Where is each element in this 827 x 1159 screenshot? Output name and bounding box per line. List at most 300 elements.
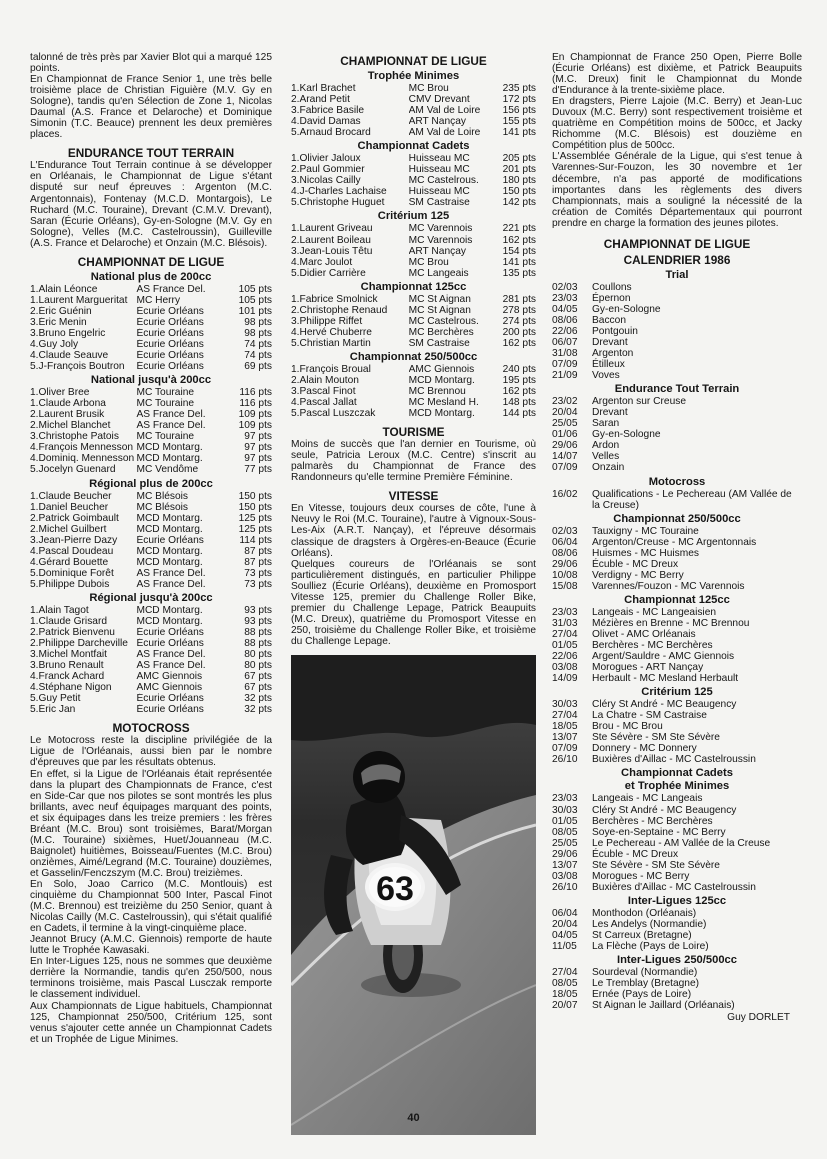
calendar-row <box>552 919 802 930</box>
club-name: AS France Del. <box>136 283 206 295</box>
event-venue: Gy-en-Sologne <box>592 303 661 315</box>
column-right <box>552 52 802 1023</box>
race-number-text: 63 <box>376 869 414 908</box>
event-date: 23/03 <box>552 606 578 618</box>
calendar-row <box>552 754 802 765</box>
club-name: MC Brou <box>408 256 449 268</box>
table-row <box>30 284 272 295</box>
club-name: AS France Del. <box>136 567 206 579</box>
event-date: 07/09 <box>552 359 578 371</box>
calendar-row <box>552 827 802 838</box>
event-venue: Langeais - MC Langeaisien <box>592 606 717 618</box>
table-row <box>291 397 536 408</box>
event-venue: Étilleux <box>592 359 625 371</box>
club-name: MC Touraine <box>136 387 195 399</box>
table-row <box>30 420 272 431</box>
points: 162 pts <box>502 337 536 349</box>
rider-name: 2.Patrick Bienvenu <box>30 627 115 639</box>
calendar-sections <box>552 269 802 1012</box>
event-date: 02/03 <box>552 525 578 537</box>
event-date: 27/04 <box>552 710 578 722</box>
event-date: 06/04 <box>552 907 578 919</box>
calendar-section-title: Motocross <box>648 475 706 488</box>
intro-paragraphs <box>30 52 272 140</box>
club-name: AS France Del. <box>136 420 206 432</box>
rider-name: 1.Alain Léonce <box>30 283 98 295</box>
table-row <box>291 235 536 246</box>
event-date: 25/05 <box>552 418 578 430</box>
results-group-title: National plus de 200cc <box>90 270 212 283</box>
event-venue: Écuble - MC Dreux <box>592 558 679 570</box>
rider-name: 5.Philippe Dubois <box>30 578 110 590</box>
event-date: 16/02 <box>552 488 578 500</box>
results-group-title: Régional jusqu'à 200cc <box>89 591 213 604</box>
event-venue: Pontgouin <box>592 325 638 337</box>
calendar-row <box>552 930 802 941</box>
calendar-row <box>552 640 802 651</box>
club-name: MCD Montarg. <box>136 512 203 524</box>
table-row <box>30 671 272 682</box>
table-row <box>30 453 272 464</box>
event-venue: Épernon <box>592 292 631 304</box>
table-row <box>291 327 536 338</box>
paragraph: En effet, si la Ligue de l'Orléanais était représentée dans la plupart des Championnats de France, c'est en Side-Car que nos pilotes se sont montrés les plus brillants, avec neuf équipages marquant des points, et six équipages dans les treize premiers : les frères Bréant (M.C. Brou) sont troisièmes, Barat/Morgan (M.C. Touraine) sixièmes, Huet/Jouanneau (M.C. Baignolet) huitièmes, Boisseau/Fuentes (M.C. Brou) onzièmes, Aimé/Legrand (M.C. Touraine) douzièmes, et Gasselin/Fenczszym (M.C. Brou) treizièmes. <box>30 768 272 879</box>
event-date: 26/10 <box>552 754 578 766</box>
table-row <box>291 186 536 197</box>
points: 125 pts <box>238 512 272 524</box>
calendar-table <box>552 699 802 765</box>
event-venue: Onzain <box>592 462 625 474</box>
points: 195 pts <box>502 374 536 386</box>
rider-name: 2.Michel Guilbert <box>30 523 107 535</box>
event-date: 20/07 <box>552 1000 578 1012</box>
event-date: 23/03 <box>552 292 578 304</box>
event-venue: Velles <box>592 451 620 463</box>
club-name: MCD Montarg. <box>136 545 203 557</box>
table-row <box>30 295 272 306</box>
rider-name: 3.Éric Menin <box>30 316 87 328</box>
results-group-title: Trophée Minimes <box>367 70 460 82</box>
results-groups <box>30 271 272 716</box>
results-group-title: National jusqu'à 200cc <box>90 374 212 387</box>
event-venue: Huismes - MC Huismes <box>592 547 699 559</box>
event-venue: Mézières en Brenne - MC Brennou <box>592 617 750 629</box>
club-name: MCD Montarg. <box>136 442 203 454</box>
endurance-text: L'Endurance Tout Terrain continue à se développer en Orléanais, le Championnat de Ligue s'étant disputé sur neuf épreuves : Argenton (M.C. Argentonnais), Fontenay (M.C.D. Montargois), Le Ruchard (M.C. Touraine), Drevant (C.M.V. Drevant), Saran (Écurie Orléans), Gy-en-Sologne (M.V. Gy en Sologne), Velles (M.C. Castelroussin), Guilleville (A.S. France et Delaroche) et Onzain (M.C. Blésois). <box>30 160 272 249</box>
event-date: 08/05 <box>552 826 578 838</box>
club-name: AS France Del. <box>136 578 206 590</box>
calendar-row <box>552 710 802 721</box>
points: 73 pts <box>244 567 272 579</box>
rider-name: 2.Paul Gommier <box>291 164 365 176</box>
event-venue: Le Pechereau - AM Vallée de la Creuse <box>592 837 771 849</box>
table-row <box>30 339 272 350</box>
rider-name: 1.François Broual <box>291 363 371 375</box>
event-venue: Le Tremblay (Bretagne) <box>592 978 700 990</box>
club-name: SM Castraise <box>408 197 470 209</box>
calendar-section-title: Trial <box>665 268 689 281</box>
rider-name: 2.Laurent Brusik <box>30 409 105 421</box>
section-title-motocross: MOTOCROSS <box>112 721 190 736</box>
rider-name: 3.Bruno Renault <box>30 660 104 672</box>
event-venue: Saran <box>592 418 620 430</box>
event-date: 21/09 <box>552 370 578 382</box>
points: 221 pts <box>502 223 536 235</box>
rider-name: 1.Claude Beucher <box>30 490 112 502</box>
table-row <box>291 268 536 279</box>
calendar-row <box>552 941 802 952</box>
calendar-table <box>552 526 802 592</box>
rider-name: 5.Guy Petit <box>30 693 81 705</box>
rider-name: 3.Jean-Pierre Dazy <box>30 534 118 546</box>
club-name: MC St Aignan <box>408 304 471 316</box>
rider-name: 4.Marc Joulot <box>291 256 353 268</box>
calendar-section-title: Championnat 250/500cc <box>613 512 741 525</box>
calendar-row <box>552 732 802 743</box>
club-name: MC Langeais <box>408 267 469 279</box>
table-row <box>30 491 272 502</box>
results-table <box>291 153 536 208</box>
points: 154 pts <box>502 245 536 257</box>
event-venue: Les Andelys (Normandie) <box>592 918 707 930</box>
table-row <box>30 535 272 546</box>
calendar-row <box>552 370 802 381</box>
table-row <box>30 704 272 715</box>
calendar-row <box>552 282 802 293</box>
points: 144 pts <box>502 408 536 420</box>
points: 88 pts <box>244 638 272 650</box>
rider-name: 1.Fabrice Smolnick <box>291 293 378 305</box>
event-venue: St Aignan le Jaillard (Orléanais) <box>592 1000 735 1012</box>
calendar-title: CHAMPIONNAT DE LIGUE <box>603 236 751 251</box>
rider-name: 3.Michel Montfait <box>30 649 108 661</box>
calendar-row <box>552 429 802 440</box>
event-date: 22/06 <box>552 651 578 663</box>
club-name: MCD Montarg. <box>136 604 203 616</box>
club-name: Écurie Orléans <box>136 638 204 650</box>
event-venue: Ste Sévère - SM Ste Sévère <box>592 859 720 871</box>
points: 69 pts <box>244 361 272 373</box>
calendar-row <box>552 978 802 989</box>
event-date: 31/08 <box>552 348 578 360</box>
event-venue: La Chatre - SM Castraise <box>592 710 707 722</box>
calendar-table <box>552 908 802 952</box>
club-name: MCD Montarg. <box>136 556 203 568</box>
table-row <box>30 317 272 328</box>
event-venue: Berchères - MC Berchères <box>592 815 713 827</box>
table-row <box>30 557 272 568</box>
event-date: 29/06 <box>552 558 578 570</box>
event-date: 18/05 <box>552 721 578 733</box>
table-row <box>291 105 536 116</box>
event-date: 20/04 <box>552 407 578 419</box>
club-name: MC Blésois <box>136 501 188 513</box>
event-date: 01/05 <box>552 815 578 827</box>
table-row <box>30 682 272 693</box>
points: 150 pts <box>502 186 536 198</box>
club-name: MC Touraine <box>136 398 195 410</box>
club-name: SM Castraise <box>408 337 470 349</box>
rider-name: 2.Éric Guénin <box>30 305 92 317</box>
rider-name: 1.Claude Arbona <box>30 398 106 410</box>
club-name: MC Brou <box>408 83 449 94</box>
points: 32 pts <box>244 704 272 716</box>
event-date: 26/10 <box>552 881 578 893</box>
club-name: AMC Giennois <box>136 682 203 694</box>
points: 235 pts <box>502 83 536 94</box>
section-title-vitesse: VITESSE <box>388 489 439 504</box>
results-table <box>30 284 272 372</box>
points: 201 pts <box>502 164 536 176</box>
event-venue: Argenton <box>592 348 634 360</box>
club-name: MC Berchères <box>408 326 474 338</box>
results-groups <box>291 70 536 419</box>
calendar-row <box>552 304 802 315</box>
points: 80 pts <box>244 649 272 661</box>
rider-name: 2.Patrick Goimbault <box>30 512 119 524</box>
results-table <box>30 605 272 715</box>
calendar-row <box>552 293 802 304</box>
results-group-title: Championnat 125cc <box>360 280 467 293</box>
club-name: AM Val de Loire <box>408 127 481 139</box>
club-name: AM Val de Loire <box>408 105 481 117</box>
motorcycle-racer-photo <box>291 655 536 1135</box>
points: 93 pts <box>244 604 272 616</box>
club-name: MCD Montarg. <box>408 374 475 386</box>
calendar-row <box>552 440 802 451</box>
points: 240 pts <box>502 363 536 375</box>
rider-name: 1.Karl Brachet <box>291 83 356 94</box>
event-venue: Monthodon (Orléanais) <box>592 907 697 919</box>
event-venue: Gy-en-Sologne <box>592 429 661 441</box>
calendar-row <box>552 1000 802 1011</box>
event-date: 29/06 <box>552 440 578 452</box>
calendar-table <box>552 793 802 892</box>
event-date: 13/07 <box>552 859 578 871</box>
table-row <box>30 660 272 671</box>
results-group-title: Championnat Cadets <box>357 140 470 153</box>
points: 125 pts <box>238 523 272 535</box>
event-venue: Buxières d'Aillac - MC Castelroussin <box>592 881 756 893</box>
results-group-title: Régional plus de 200cc <box>89 477 213 490</box>
points: 87 pts <box>244 545 272 557</box>
event-venue: Tauxigny - MC Touraine <box>592 525 699 537</box>
event-date: 23/02 <box>552 396 578 408</box>
tourisme-text: Moins de succès que l'an dernier en Tourisme, où seule, Patricia Leroux (M.C. Centre) s'inscrit au palmarès du Championnat de France des Randonneurs qu'elle termine Première Féminine. <box>291 439 536 484</box>
event-venue: Berchères - MC Berchères <box>592 640 713 652</box>
club-name: MC Vendôme <box>136 464 199 476</box>
table-row <box>30 387 272 398</box>
calendar-row <box>552 629 802 640</box>
table-row <box>30 361 272 372</box>
calendar-section-title: Championnat Cadets et Trophée Minimes <box>621 767 733 793</box>
event-venue: Herbault - MC Mesland Herbault <box>592 673 739 685</box>
event-venue: Brou - MC Brou <box>592 721 663 733</box>
event-date: 14/07 <box>552 451 578 463</box>
table-row <box>291 175 536 186</box>
club-name: MCD Montarg. <box>408 408 475 420</box>
points: 87 pts <box>244 556 272 568</box>
event-venue: Ardon <box>592 440 620 452</box>
club-name: Huisseau MC <box>408 153 470 165</box>
club-name: Écurie Orléans <box>136 305 204 317</box>
section-title-tourisme: TOURISME <box>382 425 445 440</box>
calendar-section-title: Critérium 125 <box>641 686 713 699</box>
section-title-ligue: CHAMPIONNAT DE LIGUE <box>77 254 225 269</box>
points: 97 pts <box>244 453 272 465</box>
club-name: MC Brennou <box>408 386 466 398</box>
table-row <box>291 127 536 138</box>
calendar-table <box>552 396 802 473</box>
club-name: Écurie Orléans <box>136 704 204 716</box>
points: 105 pts <box>238 283 272 295</box>
club-name: AS France Del. <box>136 409 206 421</box>
event-date: 04/05 <box>552 303 578 315</box>
motocross-paragraphs <box>30 735 272 1044</box>
rider-name: 2.Philippe Darcheville <box>30 638 128 650</box>
event-date: 03/08 <box>552 870 578 882</box>
event-date: 06/04 <box>552 536 578 548</box>
event-date: 08/06 <box>552 314 578 326</box>
points: 155 pts <box>502 116 536 128</box>
points: 141 pts <box>502 256 536 268</box>
rider-name: 4.Claude Seauve <box>30 350 109 362</box>
event-venue: La Flèche (Pays de Loire) <box>592 941 709 953</box>
points: 141 pts <box>502 127 536 139</box>
paragraph: Jeannot Brucy (A.M.C. Giennois) remporte de haute lutte le Trophée Kawasaki. <box>30 934 272 957</box>
club-name: CMV Drevant <box>408 94 470 106</box>
rider-name: 4.Pascal Doudeau <box>30 545 114 557</box>
event-venue: Argenton/Creuse - MC Argentonnais <box>592 536 757 548</box>
results-table <box>291 83 536 138</box>
points: 142 pts <box>502 197 536 209</box>
event-venue: Drevant <box>592 407 628 419</box>
table-row <box>30 350 272 361</box>
rider-name: 1.Olivier Jaloux <box>291 153 361 165</box>
calendar-row <box>552 548 802 559</box>
author-signature: Guy DORLET <box>727 1012 790 1024</box>
rider-name: 3.Pascal Finot <box>291 386 356 398</box>
points: 162 pts <box>502 386 536 398</box>
club-name: ART Nançay <box>408 116 466 128</box>
calendar-row <box>552 581 802 592</box>
rider-name: 3.Philippe Riffet <box>291 315 363 327</box>
table-row <box>30 568 272 579</box>
rider-name: 3.Bruno Engelric <box>30 327 106 339</box>
calendar-row <box>552 871 802 882</box>
rider-name: 1.Daniel Beucher <box>30 501 109 513</box>
calendar-row <box>552 793 802 804</box>
event-date: 08/05 <box>552 978 578 990</box>
event-venue: St Carreux (Bretagne) <box>592 930 692 941</box>
points: 97 pts <box>244 431 272 443</box>
rider-name: 3.Fabrice Basile <box>291 105 365 117</box>
table-row <box>30 513 272 524</box>
column-left <box>30 52 272 1045</box>
table-row <box>291 83 536 94</box>
points: 150 pts <box>238 501 272 513</box>
calendar-row <box>552 662 802 673</box>
points: 80 pts <box>244 660 272 672</box>
calendar-row <box>552 489 802 511</box>
rider-name: 1.Laurent Margueritat <box>30 294 128 306</box>
table-row <box>291 197 536 208</box>
rider-name: 5.Jocelyn Guenard <box>30 464 116 476</box>
event-venue: Soye-en-Septaine - MC Berry <box>592 826 726 838</box>
points: 274 pts <box>502 315 536 327</box>
points: 150 pts <box>238 490 272 502</box>
event-date: 27/04 <box>552 628 578 640</box>
calendar-table <box>552 607 802 684</box>
club-name: Écurie Orléans <box>136 534 204 546</box>
calendar-row <box>552 989 802 1000</box>
table-row <box>30 431 272 442</box>
event-venue: Ste Sévère - SM Ste Sévère <box>592 732 720 744</box>
column-middle <box>291 52 536 1135</box>
table-row <box>30 409 272 420</box>
points: 109 pts <box>238 420 272 432</box>
club-name: Huisseau MC <box>408 164 470 176</box>
points: 98 pts <box>244 327 272 339</box>
points: 77 pts <box>244 464 272 476</box>
points: 281 pts <box>502 293 536 305</box>
event-date: 07/09 <box>552 743 578 755</box>
points: 148 pts <box>502 397 536 409</box>
points: 114 pts <box>239 534 272 546</box>
event-date: 15/08 <box>552 580 578 592</box>
rider-name: 1.Laurent Griveau <box>291 223 373 235</box>
calendar-section-title: Inter-Ligues 125cc <box>627 894 727 907</box>
calendar-row <box>552 315 802 326</box>
calendar-row <box>552 570 802 581</box>
points: 101 pts <box>238 305 272 317</box>
rider-name: 4.Guy Joly <box>30 338 79 350</box>
points: 162 pts <box>502 234 536 246</box>
results-group-title: Championnat 250/500cc <box>349 350 478 363</box>
table-row <box>291 153 536 164</box>
rider-name: 3.Christophe Patois <box>30 431 119 443</box>
club-name: MC Touraine <box>136 431 195 443</box>
table-row <box>30 546 272 557</box>
points: 205 pts <box>502 153 536 165</box>
table-row <box>291 223 536 234</box>
calendar-table <box>552 967 802 1011</box>
event-venue: Écuble - MC Dreux <box>592 848 679 860</box>
rider-name: 5.J-François Boutron <box>30 361 125 373</box>
rider-name: 3.Jean-Louis Têtu <box>291 245 373 257</box>
rider-name: 2.Alain Mouton <box>291 374 359 386</box>
intro-paragraph: En dragsters, Pierre Lajoie (M.C. Berry) et Jean-Luc Duvoux (M.C. Berry) sont respectivement troisième et quatrième en Compétition moins de 500cc, et Jacky Richomme (M.C. Blésois) est douzième en Compétition plus de 500cc. <box>552 96 802 152</box>
rider-name: 4.David Damas <box>291 116 361 128</box>
club-name: Écurie Orléans <box>136 361 204 373</box>
points: 32 pts <box>244 693 272 705</box>
points: 109 pts <box>238 409 272 421</box>
calendar-row <box>552 838 802 849</box>
section-title-ligue-motocross: CHAMPIONNAT DE LIGUE <box>340 54 487 68</box>
event-venue: Voves <box>592 370 620 382</box>
calendar-row <box>552 407 802 418</box>
points: 88 pts <box>244 627 272 639</box>
club-name: Écurie Orléans <box>136 338 204 350</box>
points: 67 pts <box>244 682 272 694</box>
club-name: MC Herry <box>136 294 181 306</box>
rider-name: 3.Nicolas Cailly <box>291 175 361 187</box>
event-date: 10/08 <box>552 569 578 581</box>
calendar-row <box>552 882 802 893</box>
page-number: 40 <box>407 1112 420 1124</box>
event-venue: Langeais - MC Langeais <box>592 793 703 805</box>
rider-name: 5.Christian Martin <box>291 337 371 349</box>
